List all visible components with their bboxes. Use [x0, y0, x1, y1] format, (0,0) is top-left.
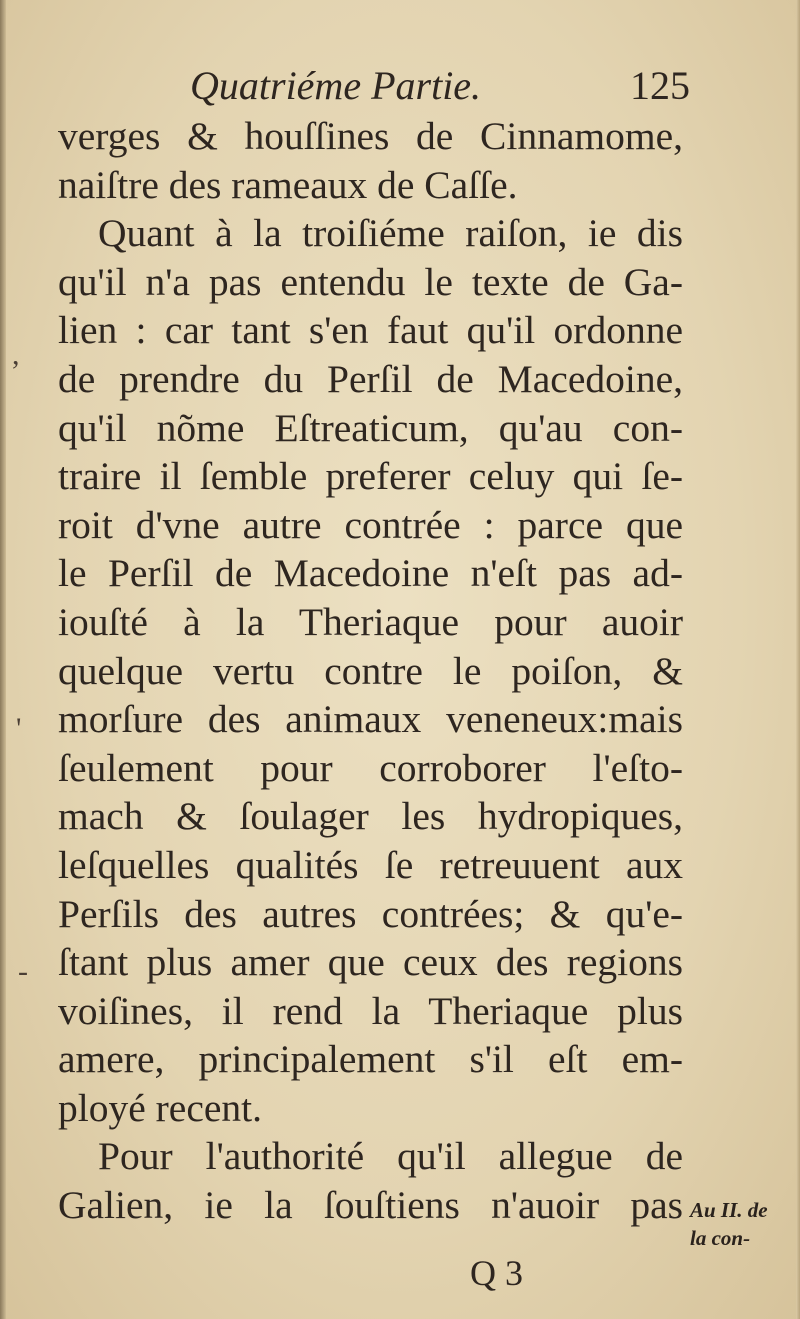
- text-line: qu'il n'a pas entendu le texte de Ga-: [58, 259, 683, 304]
- text-line: le Perſil de Macedoine n'eſt pas ad-: [58, 551, 683, 596]
- text-line: Perſils des autres contrées; & qu'e-: [58, 891, 683, 936]
- text-line: qu'il nõme Eſtreaticum, qu'au con-: [58, 405, 683, 450]
- text-line: ployé recent.: [58, 1085, 262, 1130]
- text-line: morſure des animaux veneneux:mais: [58, 697, 683, 742]
- body-text: [58, 112, 683, 1230]
- text-line: iouſté à la Theriaque pour auoir: [58, 599, 683, 644]
- margin-tick-mark: ,: [12, 338, 20, 371]
- page-number: 125: [630, 63, 690, 108]
- margin-tick-mark: ': [16, 712, 22, 745]
- text-line: roit d'vne autre contrée : parce que: [58, 502, 683, 547]
- page-edge-right: [796, 0, 800, 1319]
- text-line: voiſines, il rend la Theriaque plus: [58, 988, 683, 1033]
- text-line: ſeulement pour corroborer l'eſto-: [58, 745, 683, 790]
- paragraph-2: [58, 209, 683, 1132]
- text-line: traire il ſemble preferer celuy qui ſe-: [58, 454, 683, 499]
- paragraph-1: [58, 112, 683, 209]
- text-line: leſquelles qualités ſe retreuuent aux: [58, 842, 683, 887]
- page-edge-left: [0, 0, 6, 1319]
- text-line: mach & ſoulager les hydropiques,: [58, 794, 683, 839]
- text-line: Pour l'authorité qu'il allegue de: [98, 1134, 683, 1179]
- running-head-title: Quatriéme Partie.: [190, 63, 482, 108]
- text-line: Quant à la troiſiéme raiſon, ie dis: [98, 211, 683, 256]
- text-line: naiſtre des rameaux de Caſſe.: [58, 162, 518, 207]
- text-line: verges & houſſines de Cinnamome,: [58, 114, 683, 158]
- margin-note: [690, 1196, 785, 1252]
- text-line: de prendre du Perſil de Macedoine,: [58, 356, 683, 401]
- text-line: lien : car tant s'en faut qu'il ordonne: [58, 308, 683, 353]
- text-line: Galien, ie la ſouſtiens n'auoir pas: [58, 1183, 683, 1228]
- signature-mark: Q 3: [470, 1253, 523, 1293]
- text-line: quelque vertu contre le poiſon, &: [58, 648, 683, 693]
- text-line: ſtant plus amer que ceux des regions: [58, 940, 683, 985]
- margin-note-line: la con-: [690, 1226, 751, 1250]
- margin-note-line: Au II. de: [690, 1198, 768, 1222]
- paragraph-3: [58, 1132, 683, 1229]
- text-line: amere, principalement s'il eſt em-: [58, 1037, 683, 1082]
- margin-tick-mark: -: [18, 955, 28, 988]
